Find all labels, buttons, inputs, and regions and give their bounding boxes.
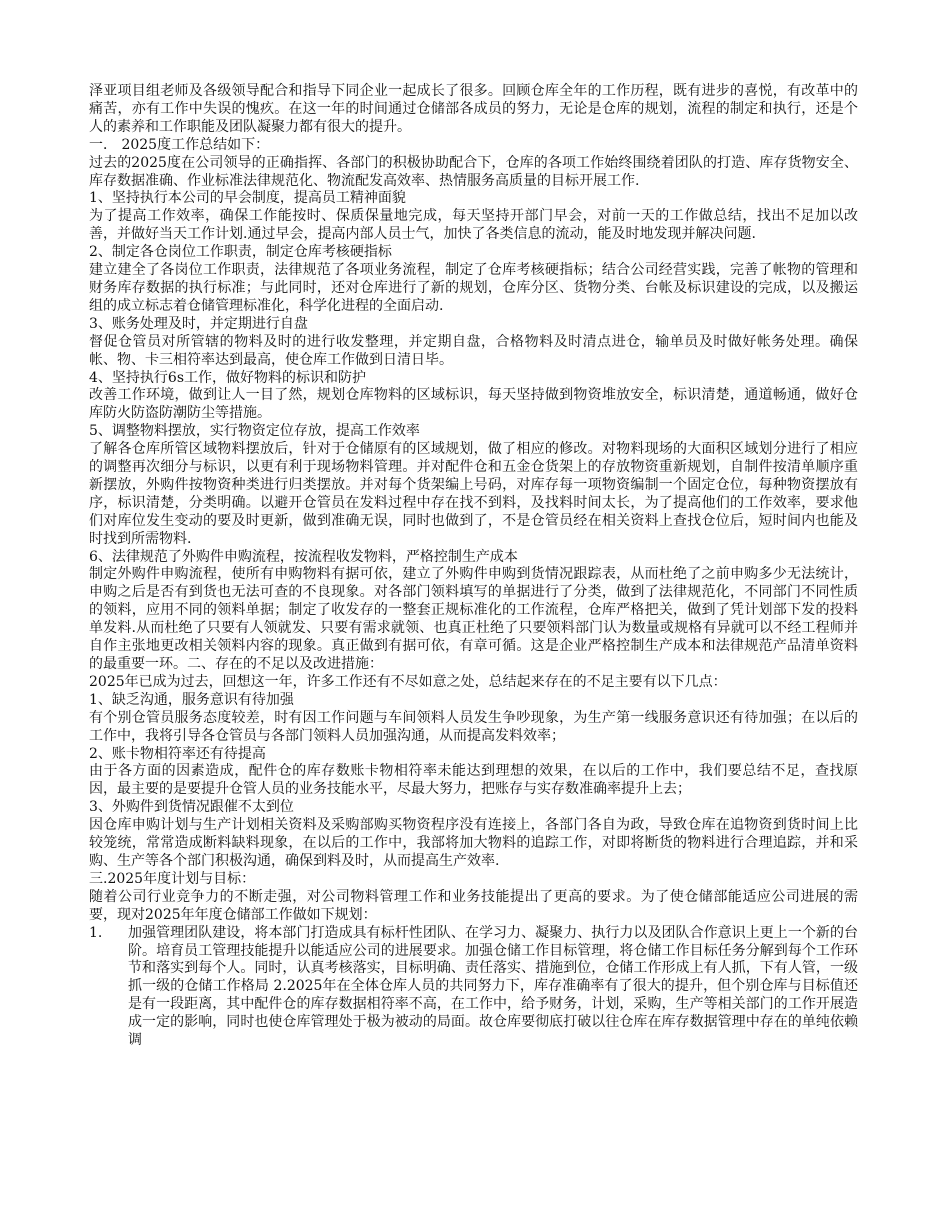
list-item-number: 1. (89, 924, 103, 941)
item-body-5: 了解各仓库所管区域物料摆放后，针对于仓储原有的区域规划，做了相应的修改。对物料现场的大面积区域划分进行了相应的调整再次细分与标识，以更有利于现场物料管理。并对配件仓和五金仓货架上的存放物资重新规划，自制件按清单顺序重新摆放，外购件按物资种类进行归类摆放。并对每个货架编上号码，对库存每一项物资编制一个固定仓位，每种物资摆放有序，标识清楚，分类明确。以避开仓管员在发料过程中存在找不到料，及找料时间太长，为了提高他们的工作效率，要求他们对库位发生变动的要及时更新，做到准确无误，同时也做到了，不是仓管员经在相关资料上查找仓位后，短时间内也能及时找到所需物料. (89, 441, 858, 547)
item-heading-3: 3、账务处理及时，并定期进行自盘 (89, 315, 308, 332)
shortcoming-heading-2: 2、账卡物相符率还有待提高 (89, 745, 266, 762)
shortcoming-body-2: 由于各方面的因素造成，配件仓的库存数账卡物相符率未能达到理想的效果，在以后的工作中，我们要总结不足，查找原因，最主要的是要提升仓管人员的业务技能水平，尽最大努力，把账存与实存数准确率提升上去； (89, 763, 858, 798)
plan-list (89, 925, 858, 1050)
shortcomings-intro: 2025年已成为过去，回想这一年，许多工作还有不尽如意之处，总结起来存在的不足主要有以下几点： (89, 673, 727, 690)
item-heading-1: 1、坚持执行本公司的早会制度，提高员工精神面貌 (89, 190, 406, 207)
item-body-1: 为了提高工作效率，确保工作能按时、保质保量地完成，每天坚持开部门早会，对前一天的工作做总结，找出不足加以改善，并做好当天工作计划.通过早会，提高内部人员士气，加快了各类信息的流动，能及时地发现并解决问题. (89, 208, 858, 243)
section-heading-summary: 一． 2025度工作总结如下： (89, 136, 270, 153)
plan-intro: 随着公司行业竞争力的不断走强，对公司物料管理工作和业务技能提出了更高的要求。为了使仓储部能适应公司进展的需要，现对2025年年度仓储部工作做如下规划： (89, 888, 858, 923)
item-heading-5: 5、调整物料摆放，实行物资定位存放，提高工作效率 (89, 423, 420, 440)
item-body-6: 制定外购件申购流程，使所有申购物料有据可依，建立了外购件申购到货情况跟踪表，从而杜绝了之前申购多少无法统计，申购之后是否有到货也无法可查的不良现象。对各部门领料填写的单据进行了分类，做到了法律规范化，不同部门不同性质的领料，应用不同的领料单据；制定了收发存的一整套正规标准化的工作流程，仓库严格把关，做到了凭计划部下发的投料单发料.从而杜绝了只要有人领就发、只要有需求就领、也真正杜绝了只要领料部门认为数量或规格有异就可以不经工程师并自作主张地更改相关领料内容的现象。真正做到有据可依，有章可循。这是企业严格控制生产成本和法律规范产品清单资料的最重要一环。二、存在的不足以及改进措施： (89, 566, 858, 672)
shortcoming-body-3: 因仓库申购计划与生产计划相关资料及采购部购买物资程序没有连接上，各部门各自为政，导致仓库在追物资到货时间上比较笼统，常常造成断料缺料现象，在以后的工作中，我部将加大物料的追踪工作，对即将断货的物料进行合理追踪，并和采购、生产等各个部门积极沟通，确保到料及时，从而提高生产效率. (89, 817, 858, 869)
item-heading-2: 2、制定各仓岗位工作职责，制定仓库考核硬指标 (89, 244, 392, 261)
item-body-3: 督促仓管员对所管辖的物料及时的进行收发整理，并定期自盘，合格物料及时清点进仓，输单员及时做好帐务处理。确保帐、物、卡三相符率达到最高，使仓库工作做到日清日毕。 (89, 333, 858, 368)
item-body-4: 改善工作环境，做到让人一目了然，规划仓库物料的区域标识，每天坚持做到物资堆放安全，标识清楚，通道畅通，做好仓库防火防盗防潮防尘等措施。 (89, 387, 858, 422)
shortcoming-body-1: 有个别仓管员服务态度较差，时有因工作问题与车间领料人员发生争吵现象，为生产第一线服务意识还有待加强；在以后的工作中，我将引导各仓管员与各部门领料人员加强沟通，从而提高发料效率； (89, 709, 858, 744)
item-heading-6: 6、法律规范了外购件申购流程，按流程收发物料，严格控制生产成本 (89, 548, 518, 565)
shortcoming-heading-3: 3、外购件到货情况跟催不太到位 (89, 799, 294, 816)
section-heading-plan: 三.2025年度计划与目标： (89, 870, 256, 887)
item-body-2: 建立建全了各岗位工作职责，法律规范了各项业务流程，制定了仓库考核硬指标；结合公司经营实践，完善了帐物的管理和财务库存数据的执行标准；与此同时，还对仓库进行了新的规划，仓库分区、货物分类、台帐及标识建设的完成，以及搬运组的成立标志着仓储管理标准化，科学化进程的全面启动. (89, 262, 858, 314)
shortcoming-heading-1: 1、缺乏沟通，服务意识有待加强 (89, 691, 294, 708)
list-item (89, 925, 858, 1050)
list-item-text: 加强管理团队建设，将本部门打造成具有标杆性团队、在学习力、凝聚力、执行力以及团队合作意识上更上一个新的台阶。培育员工管理技能提升以能适应公司的进展要求。加强仓储工作目标管理，将仓储工作目标任务分解到每个工作环节和落实到每个人。同时，认真考核落实，目标明确、责任落实、措施到位，仓储工作形成上有人抓，下有人管，一级抓一级的仓储工作格局 2.2025年在全体仓库人员的共同努力下，库存准确率有了很大的提升，但个别仓库与目标值还是有一段距离，其中配件仓的库存数据相符率不高，在工作中，给予财务，计划，采购，生产等相关部门的工作开展造成一定的影响，同时也使仓库管理处于极为被动的局面。故仓库要彻底打破以往仓库在库存数据管理中存在的单纯依赖调 (128, 924, 858, 1049)
summary-paragraph: 过去的2025度在公司领导的正确指挥、各部门的积极协助配合下，仓库的各项工作始终围绕着团队的打造、库存货物安全、库存数据准确、作业标准法律规范化、物流配发高效率、热情服务高质量的目标开展工作. (89, 154, 858, 189)
item-heading-4: 4、坚持执行6s工作，做好物料的标识和防护 (89, 369, 366, 386)
intro-paragraph: 泽亚项目组老师及各级领导配合和指导下同企业一起成长了很多。回顾仓库全年的工作历程，既有进步的喜悦，有改革中的痛苦，亦有工作中失误的愧疚。在这一年的时间通过仓储部各成员的努力，无论是仓库的规划，流程的制定和执行，还是个人的素养和工作职能及团队凝聚力都有很大的提升。 (89, 83, 858, 135)
